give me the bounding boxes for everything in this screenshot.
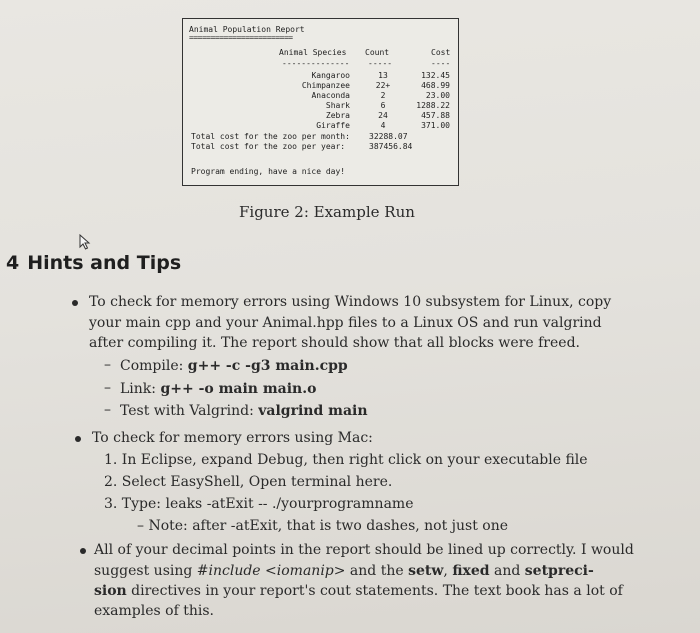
row-species: Chimpanzee — [301, 81, 350, 90]
setprecision-keyword: setpreci- — [524, 563, 594, 579]
row-cost: 457.88 — [421, 111, 450, 120]
row-count: 22+ — [375, 81, 391, 90]
row-species: Giraffe — [316, 121, 350, 130]
bullet-dot — [75, 436, 81, 442]
dash-marker: – — [104, 380, 111, 396]
total-month-label: Total cost for the zoo per month: — [191, 132, 350, 141]
program-ending-message: Program ending, have a nice day! — [191, 167, 346, 176]
row-count: 6 — [380, 101, 386, 110]
valgrind-instruction — [120, 401, 368, 421]
header-count-dashes: ----- — [368, 59, 393, 68]
total-year-label: Total cost for the zoo per year: — [191, 142, 346, 151]
bullet1-line1: To check for memory errors using Windows 10 subsystem for Linux, copy — [89, 294, 612, 310]
row-count: 4 — [380, 121, 386, 130]
valgrind-label: Test with Valgrind: — [120, 403, 259, 419]
row-cost: 371.00 — [421, 121, 450, 130]
bullet-dot — [80, 548, 86, 554]
dash-marker: – — [104, 357, 111, 373]
header-count: Count — [365, 48, 390, 57]
text-run: and the — [345, 563, 409, 579]
bullet-dot — [72, 300, 78, 306]
compile-label: Compile: — [120, 358, 188, 374]
dash-marker: – — [104, 402, 111, 418]
mac-step-1: 1. In Eclipse, expand Debug, then right click on your executable file — [104, 452, 588, 468]
setw-keyword: setw — [408, 563, 444, 579]
include-directive: #include <iomanip> — [196, 563, 346, 579]
header-species: Animal Species — [279, 48, 347, 57]
bullet3-line2 — [94, 561, 594, 581]
row-cost: 1288.22 — [416, 101, 450, 110]
compile-command: g++ -c -g3 main.cpp — [187, 358, 348, 374]
terminal-output-figure — [182, 18, 459, 186]
bullet3-line1: All of your decimal points in the report should be lined up correctly. I would — [94, 542, 634, 558]
text-run: suggest using — [94, 563, 197, 579]
link-label: Link: — [120, 381, 161, 397]
total-year-value: 387456.84 — [369, 142, 413, 151]
row-count: 13 — [378, 71, 388, 80]
bullet1-line3: after compiling it. The report should show that all blocks were freed. — [89, 335, 580, 351]
text-run: , — [443, 563, 453, 579]
row-count: 2 — [380, 91, 386, 100]
header-species-dashes: -------------- — [282, 59, 350, 68]
valgrind-command: valgrind main — [258, 403, 368, 419]
link-command: g++ -o main main.o — [160, 381, 317, 397]
mac-step-3: 3. Type: leaks -atExit -- ./yourprogramname — [104, 496, 414, 512]
row-cost: 468.99 — [421, 81, 450, 90]
text-run: and — [489, 563, 525, 579]
setprecision-keyword: sion — [94, 583, 127, 599]
total-month-value: 32288.07 — [369, 132, 408, 141]
row-species: Anaconda — [311, 91, 350, 100]
row-species: Kangaroo — [311, 71, 350, 80]
mac-step-2: 2. Select EasyShell, Open terminal here. — [104, 474, 393, 490]
mac-note: – Note: after -atExit, that is two dashes, not just one — [137, 518, 509, 534]
figure-caption: Figure 2: Example Run — [239, 203, 415, 221]
section-title: Hints and Tips — [27, 252, 182, 274]
row-species: Shark — [325, 101, 350, 110]
link-instruction — [120, 379, 316, 399]
bullet3-line3 — [94, 581, 623, 601]
bullet1-line2: your main cpp and your Animal.hpp files to a Linux OS and run valgrind — [89, 315, 602, 331]
section-heading — [6, 252, 181, 274]
header-cost-dashes: ---- — [431, 59, 451, 68]
row-cost: 132.45 — [421, 71, 450, 80]
section-number: 4 — [6, 252, 20, 274]
compile-instruction — [120, 356, 348, 376]
row-cost: 23.00 — [425, 91, 450, 100]
fixed-keyword: fixed — [452, 563, 490, 579]
header-cost: Cost — [431, 48, 451, 57]
report-title: Animal Population Report — [189, 25, 305, 34]
bullet2-line1: To check for memory errors using Mac: — [92, 430, 373, 446]
row-species: Zebra — [325, 111, 350, 120]
bullet3-line4: examples of this. — [94, 603, 214, 619]
row-count: 24 — [378, 111, 388, 120]
mouse-pointer-icon — [78, 234, 92, 250]
text-run: directives in your report's cout statements. The text book has a lot of — [126, 583, 623, 599]
title-underline: ======================== — [189, 33, 293, 42]
